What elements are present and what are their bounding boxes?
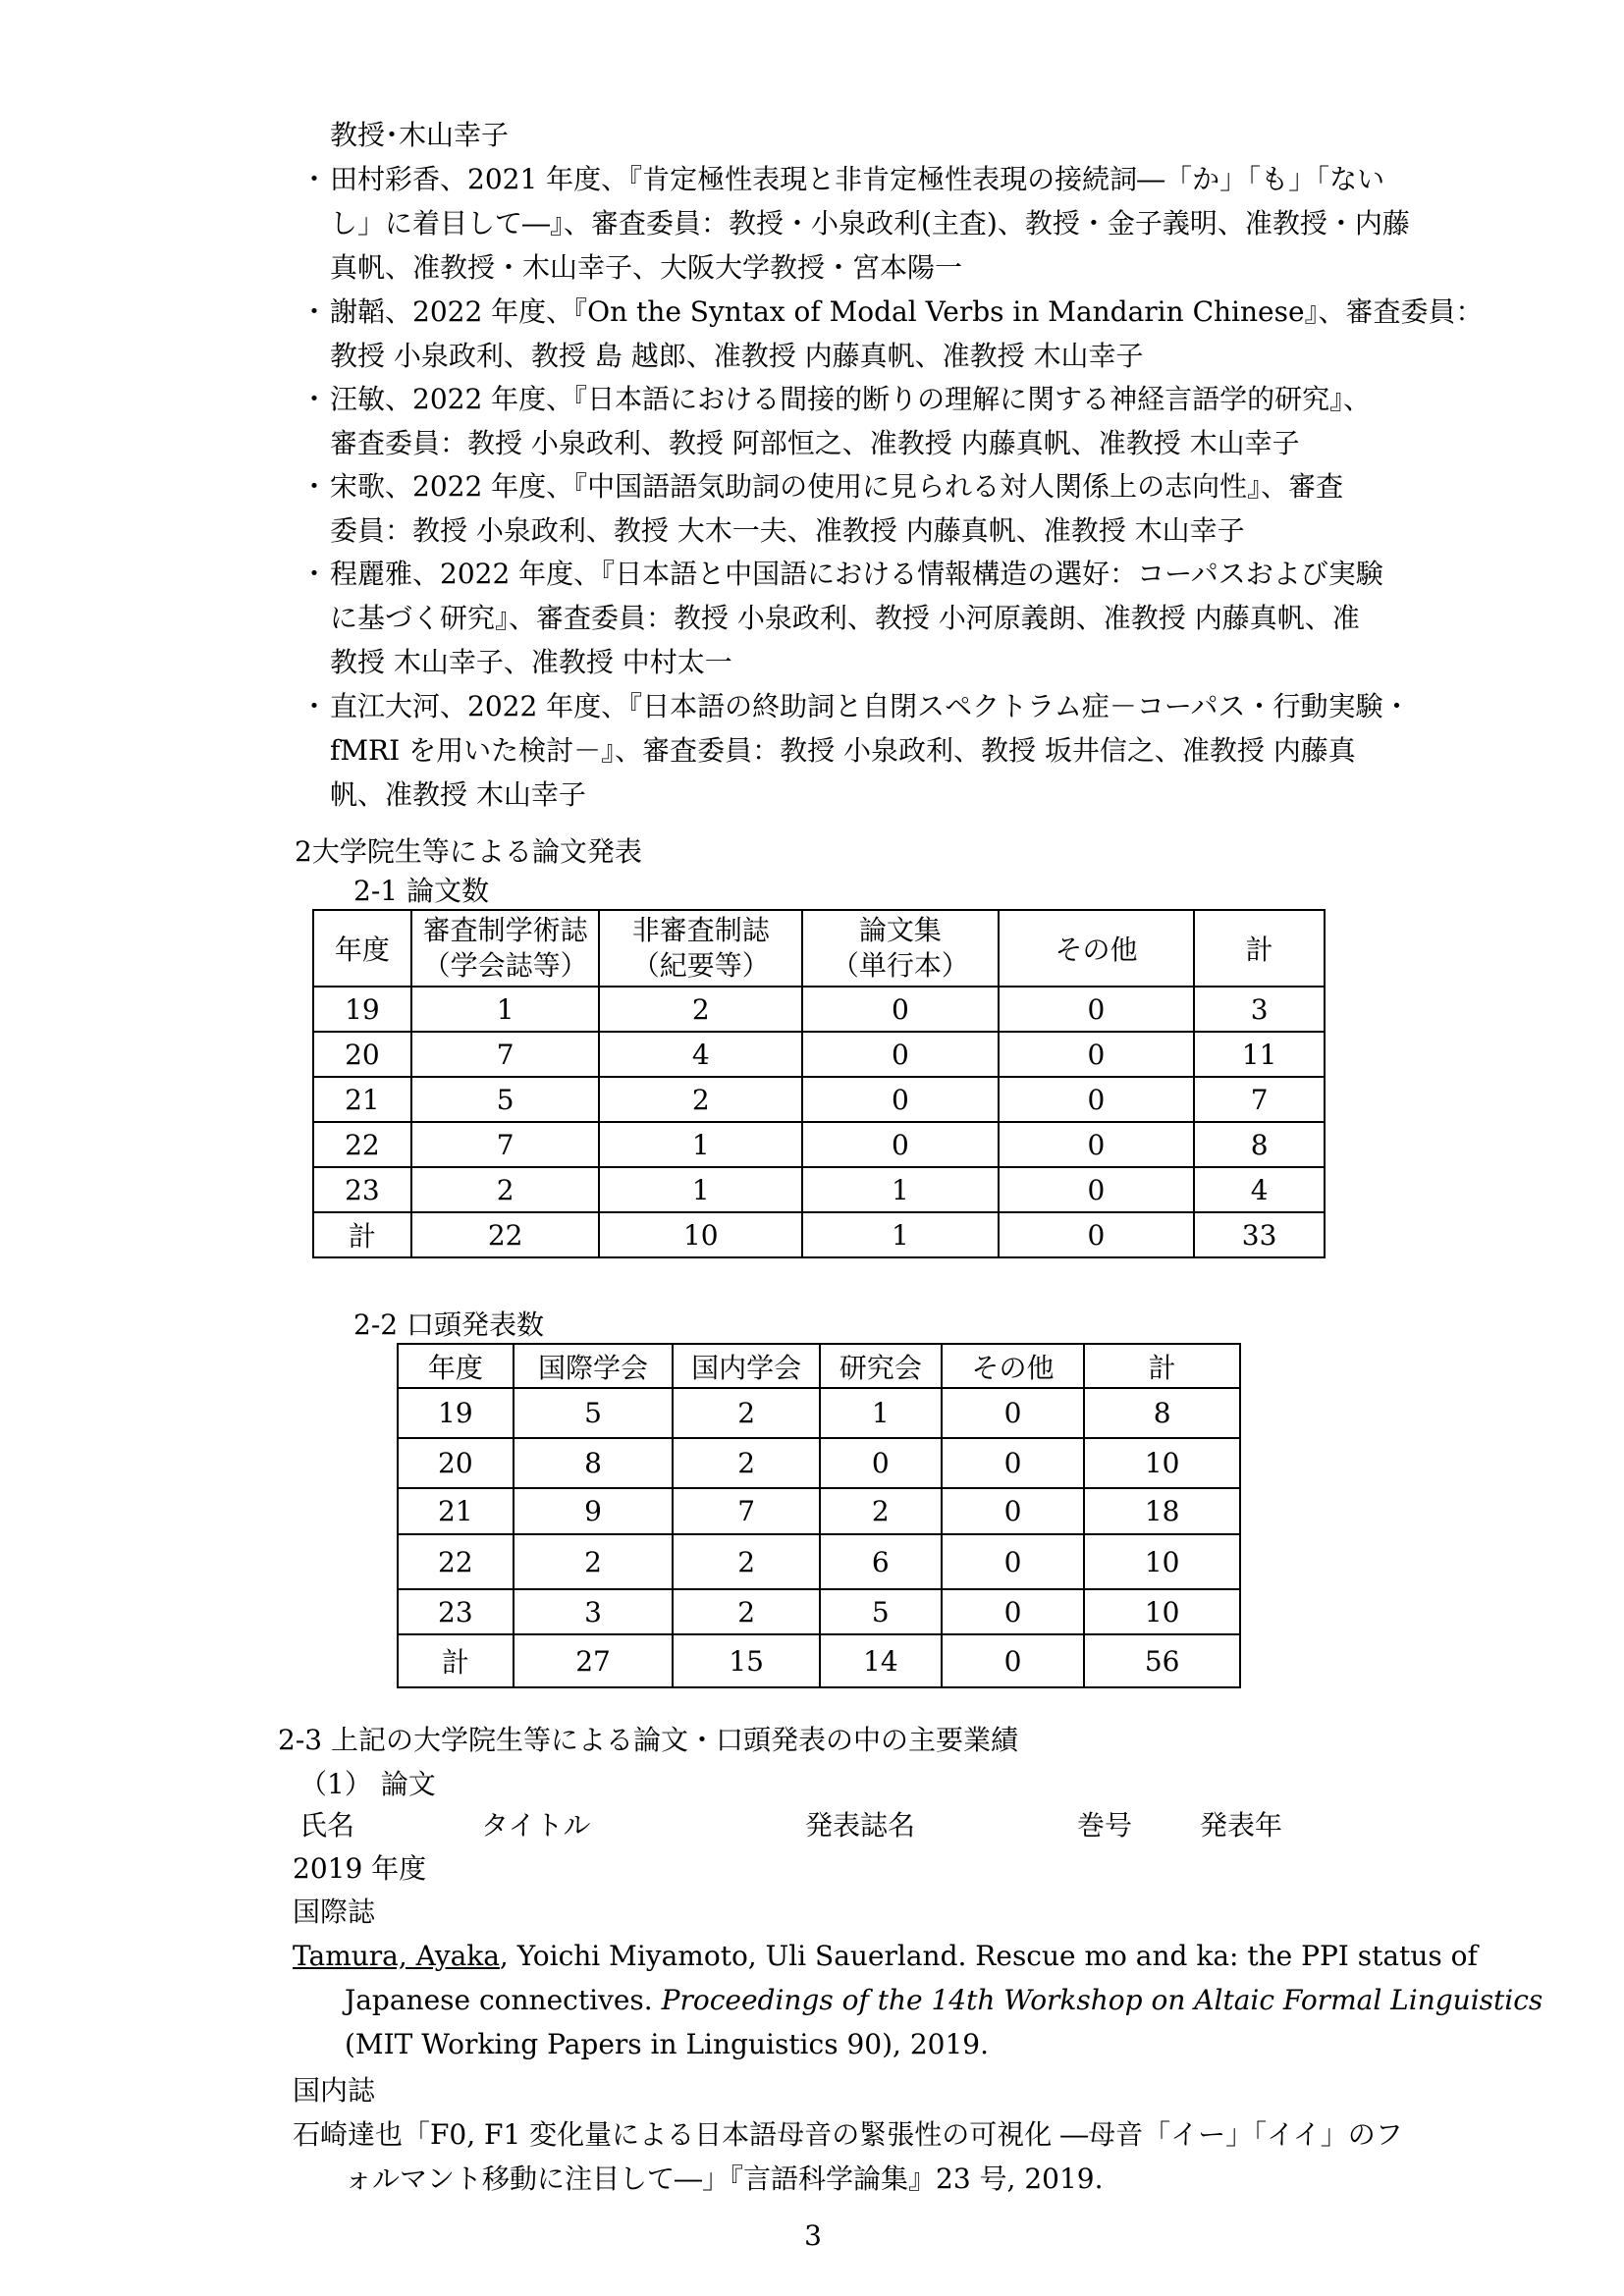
table-cell: 10 [1084,1589,1240,1634]
table-cell: 23 [398,1589,514,1634]
table-cell: 11 [1194,1032,1325,1077]
table-cell: 0 [942,1634,1085,1687]
table-cell: 7 [411,1032,600,1077]
column-year: 発表年 [1200,1809,1283,1842]
header-cell: その他 [999,910,1195,987]
table-cell: 0 [999,1032,1195,1077]
table-cell: 2 [514,1534,674,1589]
header-cell: その他 [942,1344,1085,1388]
reference-text: Japanese connectives. [345,1984,662,2016]
table-cell: 8 [1084,1388,1240,1438]
table-cell: 20 [313,1032,411,1077]
table-cell: 0 [999,1122,1195,1167]
table-cell: 4 [1194,1167,1325,1212]
table-cell: 7 [673,1488,820,1534]
reference-international [293,1934,1543,2066]
reference-domestic [293,2112,1402,2201]
table-cell: 18 [1084,1488,1240,1534]
bullet: ・ [300,558,329,590]
bullet: ・ [300,383,329,415]
table-cell: 0 [999,987,1195,1032]
thesis-line: 審査委員：教授 小泉政利、教授 阿部恒之、准教授 内藤真帆、准教授 木山幸子 [330,427,1300,459]
thesis-line: 宋歌、2022 年度、『中国語語気助詞の使用に見られる対人関係上の志向性』、審査 [330,470,1344,503]
table-cell: 20 [398,1438,514,1488]
sub23-title: 2-3 上記の大学院生等による論文・口頭発表の中の主要業績 [278,1724,1018,1756]
header-cell: 非審査制誌 （紀要等） [599,910,802,987]
column-title: タイトル [481,1809,591,1842]
thesis-line: 謝韜、2022 年度、『On the Syntax of Modal Verbs in Mandarin Chinese』、審査委員： [330,295,1484,328]
table-cell: 19 [398,1388,514,1438]
table-cell: 計 [313,1212,411,1257]
reference-text: ォルマント移動に注目して―」『言語科学論集』23 号, 2019. [345,2163,1104,2195]
table-cell: 21 [313,1077,411,1122]
bullet: ・ [300,690,329,722]
table-cell: 2 [599,987,802,1032]
table-cell: 15 [673,1634,820,1687]
bullet: ・ [300,163,329,195]
table-header-row [313,910,1325,987]
table-cell: 33 [1194,1212,1325,1257]
table-cell: 0 [820,1438,942,1488]
table-row [398,1438,1240,1488]
page-number: 3 [804,2219,822,2252]
table-cell: 0 [802,987,999,1032]
header-cell: 論文集 （単行本） [802,910,999,987]
header-cell: 計 [1194,910,1325,987]
table-cell: 9 [514,1488,674,1534]
table-cell: 23 [313,1167,411,1212]
table-cell: 1 [411,987,600,1032]
thesis-line: fMRI を用いた検討－』、審査委員：教授 小泉政利、教授 坂井信之、准教授 内藤真 [330,734,1356,767]
reference-text: , Yoichi Miyamoto, Uli Sauerland. Rescue mo and ka: the PPI status of [499,1940,1478,1972]
intro-line: 教授･木山幸子 [330,119,510,151]
table-cell: 1 [802,1167,999,1212]
header-cell: 国内学会 [673,1344,820,1388]
table-cell: 0 [999,1212,1195,1257]
table-cell: 0 [802,1122,999,1167]
header-cell: 計 [1084,1344,1240,1388]
header-cell: 年度 [398,1344,514,1388]
reference-proceedings: Proceedings of the 14th Workshop on Altaic Formal Linguistics [661,1984,1543,2016]
table-cell: 5 [411,1077,600,1122]
table-cell: 計 [398,1634,514,1687]
reference-author: Tamura, Ayaka [293,1940,500,1972]
year-heading: 2019 年度 [293,1852,427,1885]
thesis-line: 教授 木山幸子、准教授 中村太一 [330,646,732,678]
header-cell: 審査制学術誌 （学会誌等） [411,910,600,987]
table-cell: 3 [1194,987,1325,1032]
table-cell: 7 [411,1122,600,1167]
table-cell: 10 [1084,1438,1240,1488]
sub21-title: 2-1 論文数 [353,875,489,907]
bullet: ・ [300,295,329,328]
table-cell: 2 [673,1438,820,1488]
table-row [398,1534,1240,1589]
table-cell: 8 [514,1438,674,1488]
table-cell: 10 [599,1212,802,1257]
papers-table [312,909,1326,1258]
sub22-title: 2-2 口頭発表数 [353,1308,544,1341]
table-cell: 10 [1084,1534,1240,1589]
bullet: ・ [300,470,329,503]
table-total-row [398,1634,1240,1687]
table-cell: 2 [673,1388,820,1438]
table-cell: 3 [514,1589,674,1634]
table-total-row [313,1212,1325,1257]
table-row [313,987,1325,1032]
reference-text: (MIT Working Papers in Linguistics 90), 2019. [345,2028,989,2060]
table-cell: 0 [942,1488,1085,1534]
column-journal: 発表誌名 [805,1809,916,1842]
table-cell: 21 [398,1488,514,1534]
table-cell: 1 [820,1388,942,1438]
table-cell: 1 [599,1167,802,1212]
thesis-line: 直江大河、2022 年度、『日本語の終助詞と自閉スペクトラム症－コーパス・行動実験・ [330,690,1411,722]
table-cell: 56 [1084,1634,1240,1687]
table-cell: 2 [820,1488,942,1534]
table-header-row [398,1344,1240,1388]
thesis-line: 程麗雅、2022 年度、『日本語と中国語における情報構造の選好：コーパスおよび実験 [330,558,1383,590]
table-cell: 0 [942,1438,1085,1488]
header-cell: 年度 [313,910,411,987]
table-cell: 2 [599,1077,802,1122]
table-cell: 19 [313,987,411,1032]
table-row [398,1488,1240,1534]
header-cell: 研究会 [820,1344,942,1388]
table-row [313,1122,1325,1167]
international-heading: 国際誌 [293,1896,376,1928]
column-name: 氏名 [299,1809,355,1842]
header-cell: 国際学会 [514,1344,674,1388]
table-cell: 4 [599,1032,802,1077]
table-cell: 0 [999,1077,1195,1122]
table-cell: 1 [802,1212,999,1257]
table-row [398,1589,1240,1634]
table-cell: 0 [802,1032,999,1077]
table-cell: 1 [599,1122,802,1167]
table-cell: 0 [942,1534,1085,1589]
table-cell: 6 [820,1534,942,1589]
thesis-line: 委員：教授 小泉政利、教授 大木一夫、准教授 内藤真帆、准教授 木山幸子 [330,514,1245,547]
thesis-line: 田村彩香、2021 年度、『肯定極性表現と非肯定極性表現の接続詞―「か」「も」「ない [330,163,1385,195]
thesis-line: に基づく研究』、審査委員：教授 小泉政利、教授 小河原義朗、准教授 内藤真帆、准 [330,602,1360,634]
column-volume: 巻号 [1077,1809,1133,1842]
table-row [398,1388,1240,1438]
table-cell: 2 [673,1534,820,1589]
table-row [313,1077,1325,1122]
thesis-line: し」に着目して―』、審査委員：教授・小泉政利(主査)、教授・金子義明、准教授・内藤 [330,207,1410,240]
table-cell: 22 [411,1212,600,1257]
table-cell: 7 [1194,1077,1325,1122]
thesis-line: 汪敏、2022 年度、『日本語における間接的断りの理解に関する神経言語学的研究』、 [330,383,1372,415]
table-cell: 2 [673,1589,820,1634]
table-cell: 22 [313,1122,411,1167]
sub23-item-papers: （1） 論文 [299,1768,436,1800]
thesis-line: 真帆、准教授・木山幸子、大阪大学教授・宮本陽一 [330,251,963,284]
table-row [313,1167,1325,1212]
table-row [313,1032,1325,1077]
table-cell: 0 [802,1077,999,1122]
table-cell: 0 [942,1589,1085,1634]
table-cell: 5 [820,1589,942,1634]
table-cell: 14 [820,1634,942,1687]
table-cell: 2 [411,1167,600,1212]
section2-title: 2大学院生等による論文発表 [295,835,642,868]
domestic-heading: 国内誌 [293,2074,376,2107]
presentations-table [397,1343,1241,1688]
thesis-line: 帆、准教授 木山幸子 [330,778,586,811]
table-cell: 0 [942,1388,1085,1438]
reference-text: 石崎達也「F0, F1 変化量による日本語母音の緊張性の可視化 ―母音「イー」「イイ」のフ [293,2118,1403,2151]
table-cell: 0 [999,1167,1195,1212]
thesis-line: 教授 小泉政利、教授 島 越郎、准教授 内藤真帆、准教授 木山幸子 [330,340,1144,372]
table-cell: 8 [1194,1122,1325,1167]
table-cell: 22 [398,1534,514,1589]
table-cell: 5 [514,1388,674,1438]
table-cell: 27 [514,1634,674,1687]
